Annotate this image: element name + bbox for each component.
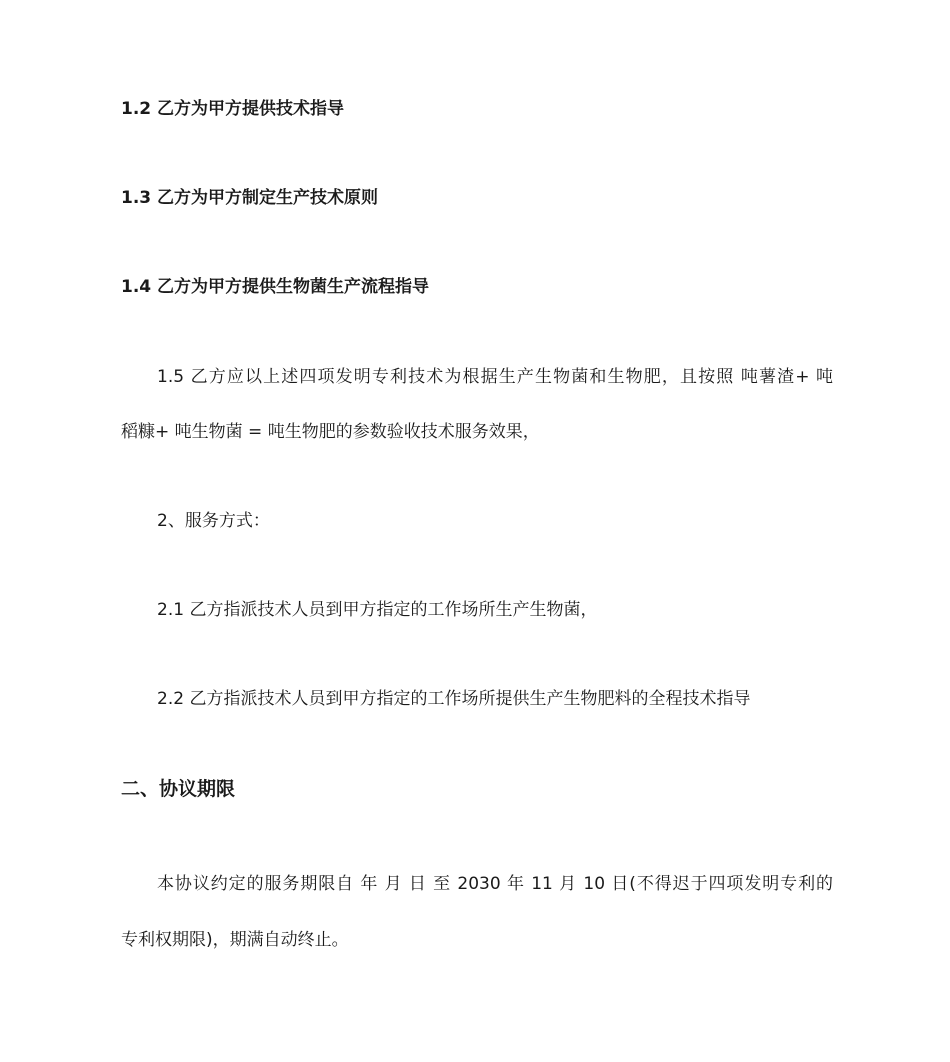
agreement-term-line1: 本协议约定的服务期限自 年 月 日 至 2030 年 11 月 10 日(不得迟于四项发明专利的 — [157, 874, 833, 894]
clause-1-2: 1.2 乙方为甲方提供技术指导 — [121, 99, 345, 119]
clause-1-3: 1.3 乙方为甲方制定生产技术原则 — [121, 188, 379, 208]
clause-1-5-line2: 稻糠+ 吨生物菌 = 吨生物肥的参数验收技术服务效果， — [121, 422, 540, 442]
clause-2-2: 2.2 乙方指派技术人员到甲方指定的工作场所提供生产生物肥料的全程技术指导 — [157, 689, 751, 709]
agreement-term-line2: 专利权期限)，期满自动终止。 — [121, 930, 349, 950]
clause-1-5-line1: 1.5 乙方应以上述四项发明专利技术为根据生产生物菌和生物肥，且按照 吨薯渣+ 吨 — [157, 367, 833, 387]
section-heading-agreement-term: 二、协议期限 — [121, 778, 236, 800]
clause-2-1: 2.1 乙方指派技术人员到甲方指定的工作场所生产生物菌， — [157, 600, 598, 620]
clause-1-4: 1.4 乙方为甲方提供生物菌生产流程指导 — [121, 277, 430, 297]
service-method-title: 2、服务方式： — [157, 511, 270, 531]
